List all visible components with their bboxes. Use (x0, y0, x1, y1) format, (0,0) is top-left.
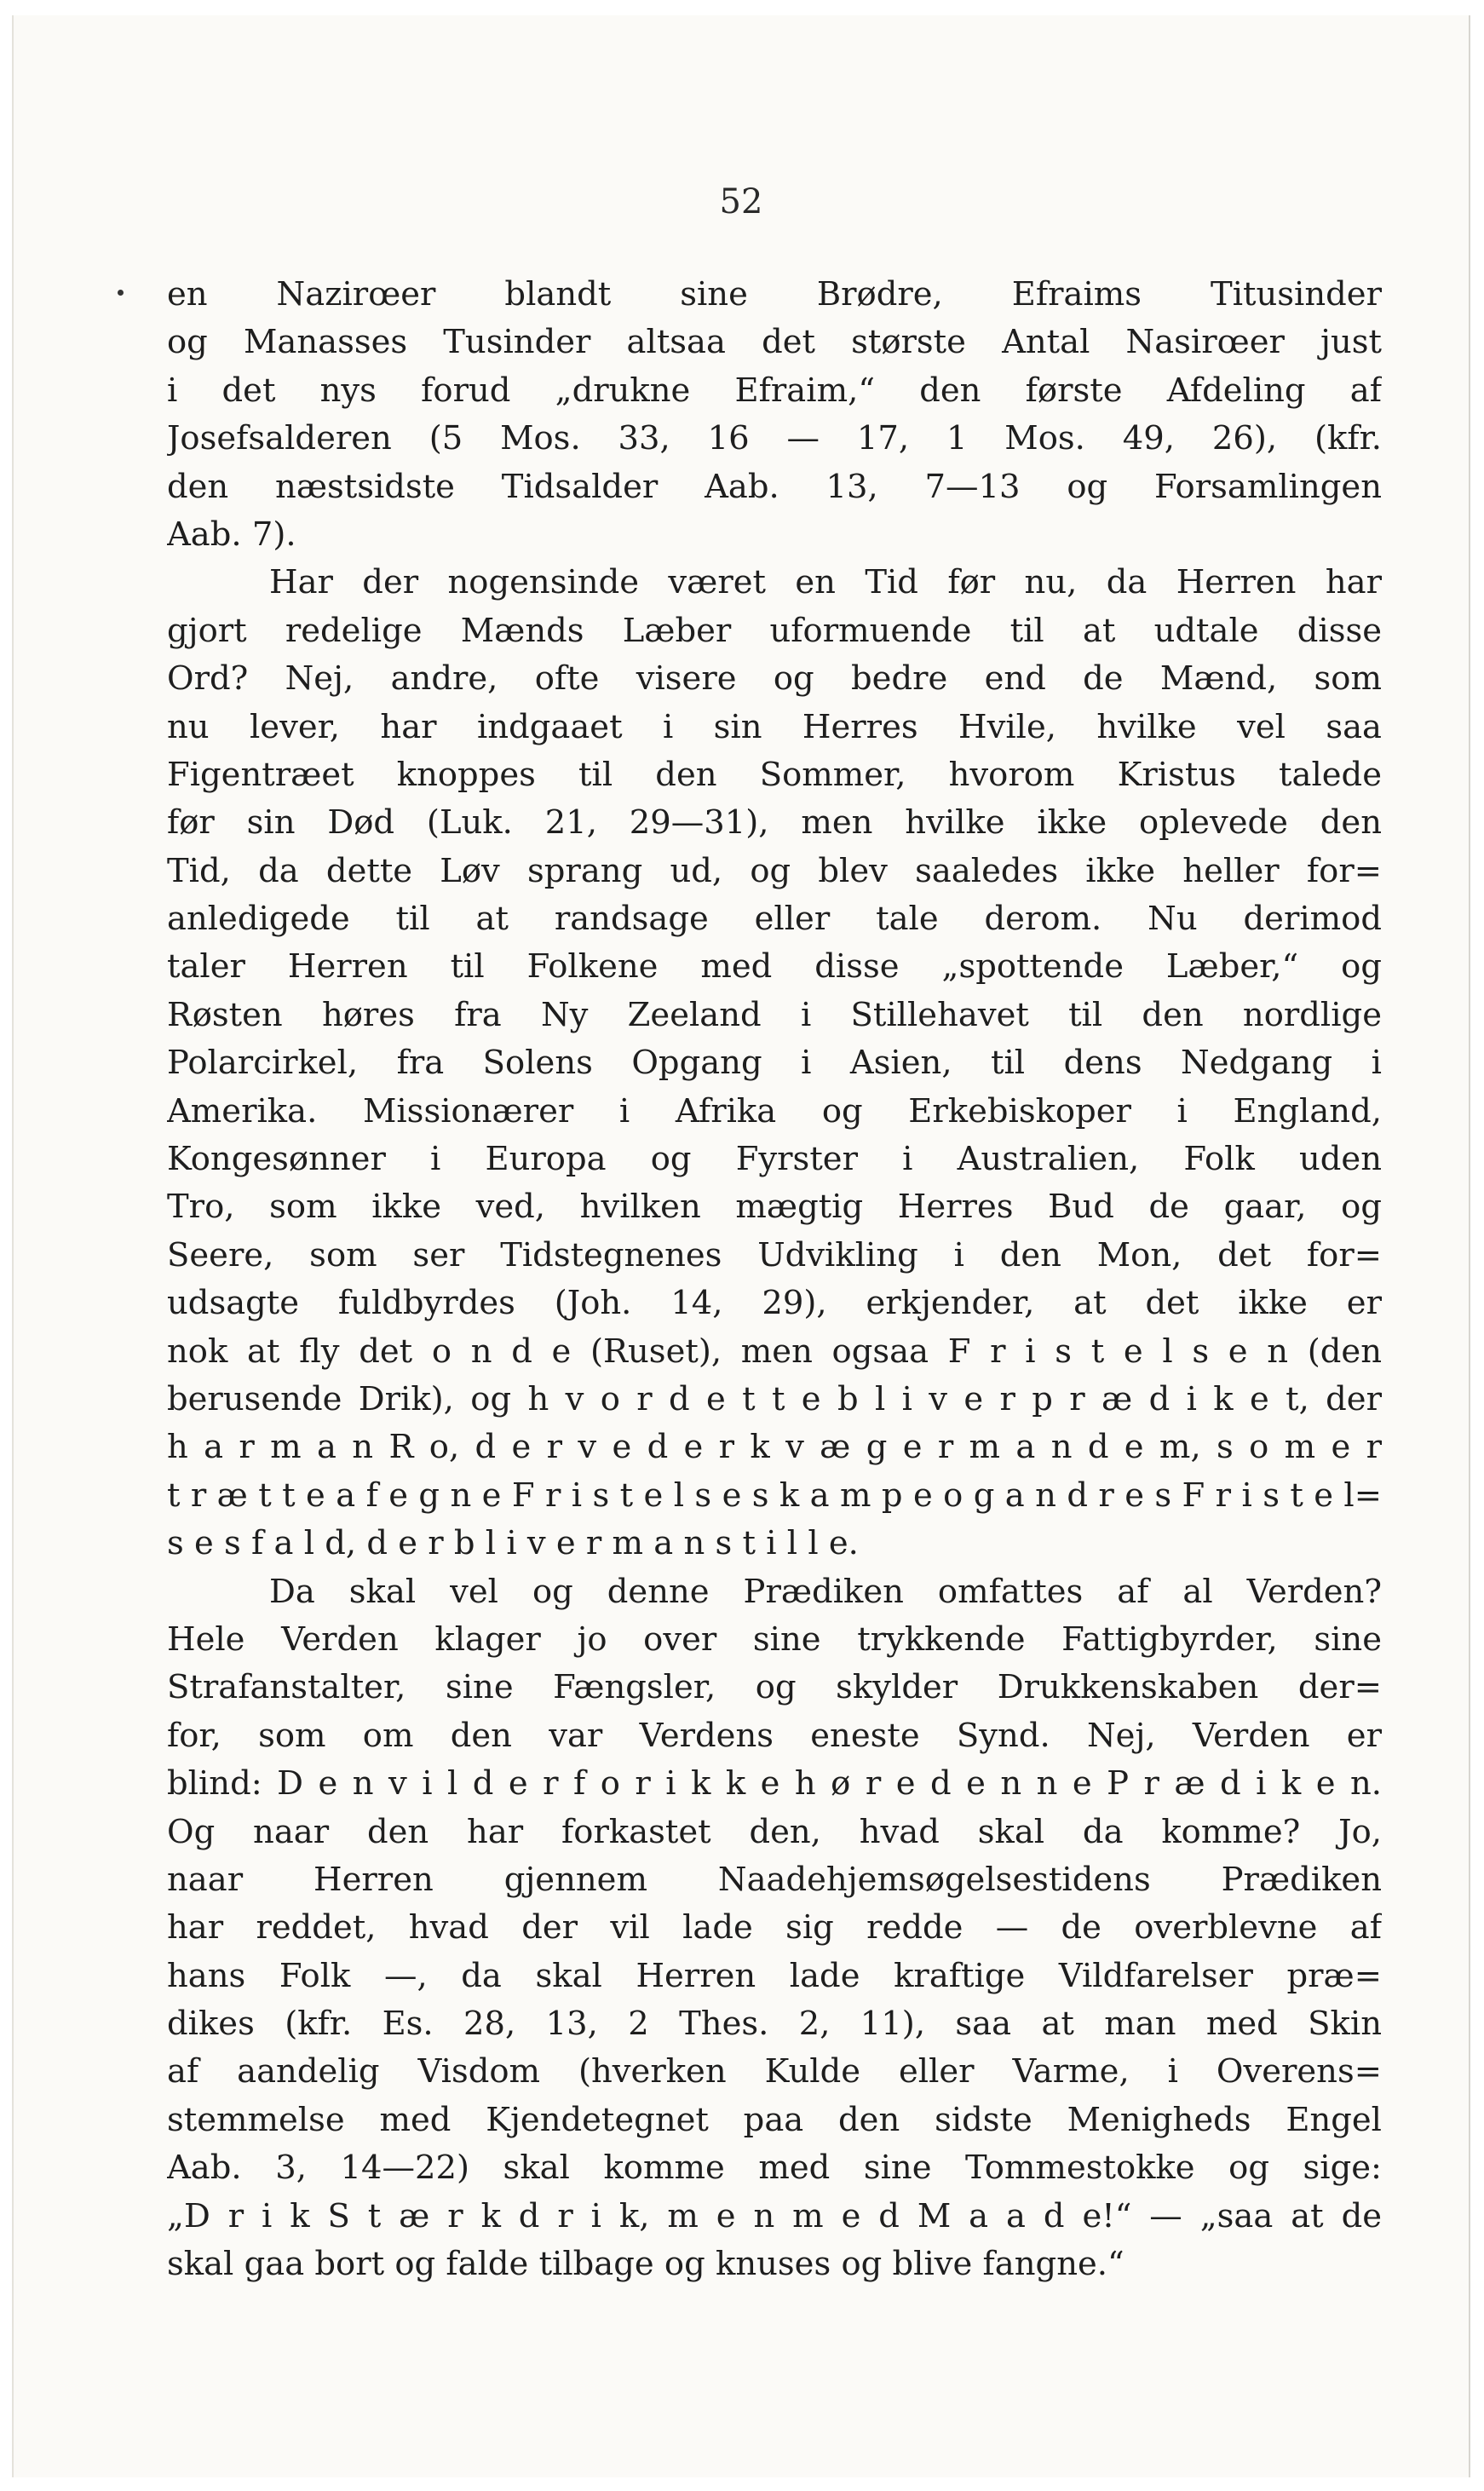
text-line: Og naar den har forkastet den, hvad skal da komme? Jo, (167, 1812, 1382, 1851)
text-line: berusende Drik), og h v o r d e t t e b l i v e r p r æ d i k e t, der (167, 1379, 1382, 1418)
text-line: dikes (kfr. Es. 28, 13, 2 Thes. 2, 11), saa at man med Skin (167, 2005, 1382, 2044)
text-line: den næstsidste Tidsalder Aab. 13, 7—13 og Forsamlingen (167, 467, 1382, 506)
text-line: Seere, som ser Tidstegnenes Udvikling i den Mon, det for= (167, 1235, 1382, 1274)
text-line: Tid, da dette Løv sprang ud, og blev saaledes ikke heller for= (167, 851, 1382, 890)
text-line: skal gaa bort og falde tilbage og knuses og blive fangne.“ (167, 2245, 1125, 2284)
page-text (167, 271, 1382, 2288)
text-line: Amerika. Missionærer i Afrika og Erkebiskoper i England, (167, 1091, 1382, 1130)
text-line: nok at fly det o n d e (Ruset), men ogsaa F r i s t e l s e n (den (167, 1332, 1382, 1371)
text-line: Josefsalderen (5 Mos. 33, 16 — 17, 1 Mos. 49, 26), (kfr. (167, 419, 1382, 458)
text-line: Aab. 3, 14—22) skal komme med sine Tommestokke og sige: (167, 2149, 1382, 2188)
text-line: Figentræet knoppes til den Sommer, hvorom Kristus talede (167, 755, 1382, 794)
text-line: Polarcirkel, fra Solens Opgang i Asien, til dens Nedgang i (167, 1044, 1382, 1083)
text-line: Har der nogensinde været en Tid før nu, da Herren har (269, 563, 1382, 602)
text-line: Røsten høres fra Ny Zeeland i Stillehavet til den nordlige (167, 995, 1382, 1034)
text-line: og Manasses Tusinder altsaa det største Antal Nasirœer just (167, 323, 1382, 362)
text-line: Ord? Nej, andre, ofte visere og bedre end de Mænd, som (167, 659, 1382, 699)
text-line: Hele Verden klager jo over sine trykkende Fattigbyrder, sine (167, 1619, 1382, 1659)
text-line: s e s f a l d, d e r b l i v e r m a n s t i l l e. (167, 1524, 859, 1563)
text-line: h a r m a n R o, d e r v e d e r k v æ g e r m a n d e m, s o m e r (167, 1428, 1382, 1467)
text-line: stemmelse med Kjendetegnet paa den sidste Menigheds Engel (167, 2100, 1382, 2139)
text-line: t r æ t t e a f e g n e F r i s t e l s e s k a m p e o g a n d r e s F r i s t e l= (167, 1476, 1382, 1515)
text-line: nu lever, har indgaaet i sin Herres Hvile, hvilke vel saa (167, 707, 1382, 746)
text-line: naar Herren gjennem Naadehjemsøgelsestidens Prædiken (167, 1860, 1382, 1899)
text-line: anledigede til at randsage eller tale derom. Nu derimod (167, 900, 1382, 939)
margin-mark (118, 290, 124, 296)
text-line: udsagte fuldbyrdes (Joh. 14, 29), erkjender, at det ikke er (167, 1284, 1382, 1323)
text-line: for, som om den var Verdens eneste Synd. Nej, Verden er (167, 1716, 1382, 1755)
text-line: hans Folk —, da skal Herren lade kraftige Vildfarelser præ= (167, 1956, 1382, 1995)
text-line: Tro, som ikke ved, hvilken mægtig Herres Bud de gaar, og (167, 1188, 1382, 1227)
text-line: taler Herren til Folkene med disse „spottende Læber,“ og (167, 947, 1382, 987)
text-line: Kongesønner i Europa og Fyrster i Australien, Folk uden (167, 1140, 1382, 1179)
text-line: før sin Død (Luk. 21, 29—31), men hvilke ikke oplevede den (167, 803, 1382, 843)
text-line: har reddet, hvad der vil lade sig redde — de overblevne af (167, 1908, 1382, 1947)
text-line: en Nazirœer blandt sine Brødre, Efraims Titusinder (167, 275, 1382, 314)
text-line: „D r i k S t æ r k d r i k, m e n m e d M a a d e!“ — „saa at de (167, 2196, 1382, 2235)
text-line: gjort redelige Mænds Læber uformuende til at udtale disse (167, 611, 1382, 650)
text-line: blind: D e n v i l d e r f o r i k k e h ø r e d e n n e P r æ d i k e n. (167, 1764, 1382, 1804)
page-number: 52 (719, 182, 763, 221)
text-line: Aab. 7). (167, 515, 296, 554)
text-line: i det nys forud „drukne Efraim,“ den første Afdeling af (167, 371, 1382, 410)
text-line: af aandelig Visdom (hverken Kulde eller Varme, i Overens= (167, 2052, 1382, 2091)
text-line: Da skal vel og denne Prædiken omfattes af al Verden? (269, 1572, 1382, 1611)
text-line: Strafanstalter, sine Fængsler, og skylder Drukkenskaben der= (167, 1668, 1382, 1707)
